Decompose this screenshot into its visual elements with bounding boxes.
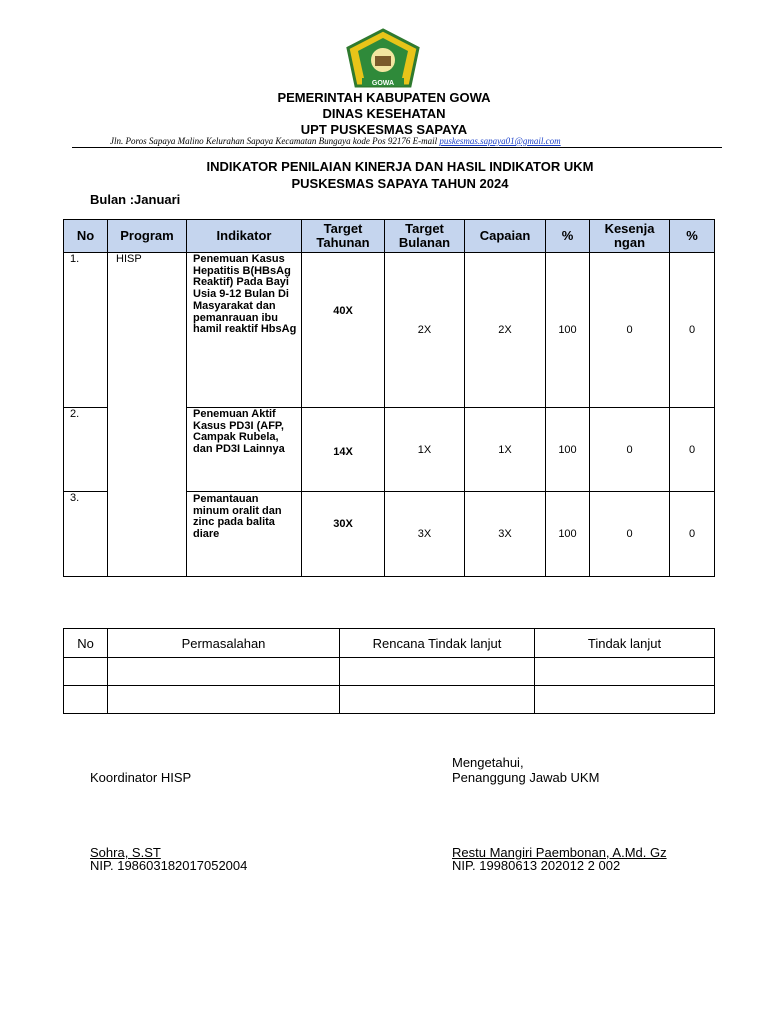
right-signer-name: Restu Mangiri Paembonan, A.Md. Gz (452, 845, 667, 860)
cell-target-tahunan (302, 253, 385, 408)
cell-no: 1. (64, 253, 108, 408)
empty-cell (535, 686, 715, 714)
target-tahunan-value: 30X (333, 518, 353, 530)
target-tahunan-value: 40X (333, 305, 353, 317)
cell-kesenjangan: 0 (590, 408, 670, 492)
col-header: % (546, 220, 590, 253)
header-divider (72, 147, 722, 148)
cell-capaian: 2X (465, 253, 546, 408)
address-text: Jln. Poros Sapaya Malino Kelurahan Sapaya Kecamatan Bungaya kode Pos 92176 E-mail (110, 136, 440, 146)
cell-no: 2. (64, 408, 108, 492)
table-row (64, 253, 715, 408)
cell-persen: 100 (546, 408, 590, 492)
col-header: Kesenja ngan (590, 220, 670, 253)
left-role: Koordinator HISP (90, 770, 192, 785)
cell-target-tahunan (302, 492, 385, 577)
cell-persen-2: 0 (670, 492, 715, 577)
cell-target-tahunan (302, 408, 385, 492)
col-header: Permasalahan (108, 629, 340, 658)
header-line-2: DINAS KESEHATAN (322, 106, 446, 121)
email-link[interactable]: puskesmas.sapaya01@gmail.com (439, 136, 561, 146)
cell-target-bulanan: 1X (385, 408, 465, 492)
target-tahunan-value: 14X (333, 446, 353, 458)
cell-capaian: 3X (465, 492, 546, 577)
col-header: Tindak lanjut (535, 629, 715, 658)
doc-title-1: INDIKATOR PENILAIAN KINERJA DAN HASIL INDIKATOR UKM (206, 159, 594, 174)
left-signer-nip: NIP. 198603182017052004 (90, 858, 248, 873)
table-row (64, 658, 715, 686)
mengetahui-label: Mengetahui, (452, 755, 524, 770)
right-role: Penanggung Jawab UKM (452, 770, 600, 785)
col-header: Target Bulanan (385, 220, 465, 253)
col-header: Capaian (465, 220, 546, 253)
logo-text: GOWA (371, 80, 395, 87)
col-header: Indikator (187, 220, 302, 253)
empty-cell (108, 686, 340, 714)
cell-program: HISP (108, 253, 187, 577)
cell-indikator: Penemuan Aktif Kasus PD3I (AFP, Campak Rubela, dan PD3I Lainnya (187, 408, 302, 492)
doc-title-2: PUSKESMAS SAPAYA TAHUN 2024 (291, 176, 509, 191)
empty-cell (535, 658, 715, 686)
col-header: No (64, 220, 108, 253)
cell-indikator: Pemantauan minum oralit dan zinc pada balita diare (187, 492, 302, 577)
header-line-3: UPT PUSKESMAS SAPAYA (300, 122, 468, 137)
empty-cell (340, 658, 535, 686)
table-header-row (64, 629, 715, 658)
col-header: % (670, 220, 715, 253)
cell-target-bulanan: 2X (385, 253, 465, 408)
indicator-table (63, 219, 715, 577)
problem-table (63, 628, 715, 714)
cell-capaian: 1X (465, 408, 546, 492)
address-line (110, 136, 720, 146)
header-line-1: PEMERINTAH KABUPATEN GOWA (277, 90, 491, 105)
month-label: Bulan :Januari (90, 192, 181, 207)
right-signer-nip: NIP. 19980613 202012 2 002 (452, 858, 621, 873)
col-header: No (64, 629, 108, 658)
cell-persen: 100 (546, 253, 590, 408)
cell-indikator: Penemuan Kasus Hepatitis B(HBsAg Reaktif) Pada Bayi Usia 9-12 Bulan Di Masyarakat dan pemanrauan ibu hamil reaktif HbsAg (187, 253, 302, 408)
table-row (64, 686, 715, 714)
cell-kesenjangan: 0 (590, 253, 670, 408)
cell-no: 3. (64, 492, 108, 577)
empty-cell (340, 686, 535, 714)
empty-cell (64, 658, 108, 686)
table-header-row (64, 220, 715, 253)
empty-cell (108, 658, 340, 686)
cell-persen-2: 0 (670, 408, 715, 492)
cell-persen-2: 0 (670, 253, 715, 408)
cell-target-bulanan: 3X (385, 492, 465, 577)
col-header: Program (108, 220, 187, 253)
cell-persen: 100 (546, 492, 590, 577)
empty-cell (64, 686, 108, 714)
col-header: Target Tahunan (302, 220, 385, 253)
left-signer-name: Sohra, S.ST (90, 845, 161, 860)
cell-kesenjangan: 0 (590, 492, 670, 577)
gowa-logo (346, 28, 420, 92)
col-header: Rencana Tindak lanjut (340, 629, 535, 658)
